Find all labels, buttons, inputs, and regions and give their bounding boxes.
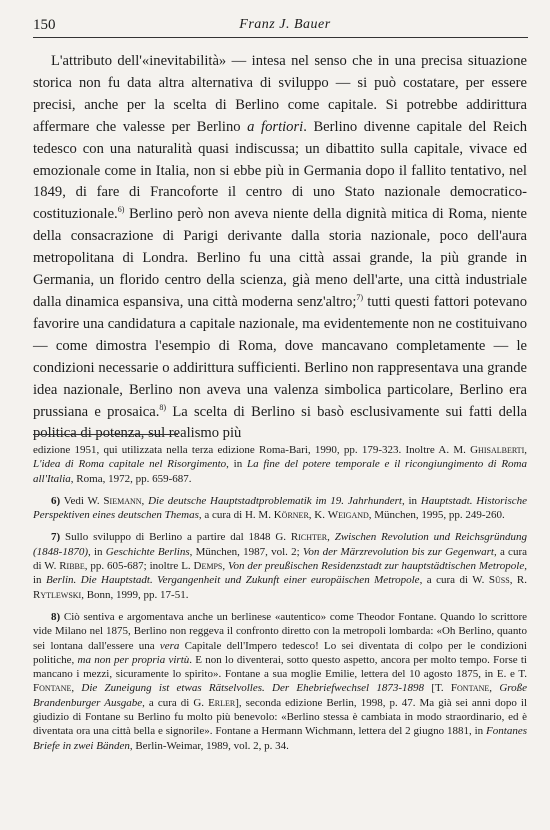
footnote-text: , in	[88, 545, 106, 558]
footnote-text: Capitale dell'Impero tedesco! Lo sei diventata di colpo per le condizioni politiche,	[33, 639, 527, 666]
author-name: Siemann	[103, 494, 142, 507]
footnote-mark: 6)	[51, 494, 61, 507]
page-number: 150	[33, 17, 56, 33]
footnote-text: ,	[327, 531, 335, 544]
quote-italic: ma non per propria virtù	[77, 653, 190, 666]
footnote-text: ,	[222, 560, 228, 573]
title-italic: La fine del potere temporale e il ricongiungimento di Roma all'Italia	[33, 458, 527, 485]
title-italic: Die Zuneigung ist etwas Rätselvolles. Der Ehebriefwechsel 1873-1898	[81, 682, 425, 695]
footnote-text: . E non lo diventerai, sotto questo aspetto, ancora per molto tempo. Forse ti mancano i mezzi, sicuramente lo spirito». Fontane a sua moglie Emilie, lettera del 10 agosto 1875, in E. e T.	[33, 653, 527, 681]
editor-name: Ribbe	[59, 560, 85, 573]
footnote-8	[33, 610, 527, 753]
title-italic: L'idea di Roma capitale nel Risorgimento	[33, 458, 227, 471]
editor-name: Körner	[273, 509, 309, 522]
author-name: Ghisalberti	[470, 444, 525, 456]
author-name: Richter	[290, 531, 328, 544]
footnote-text: Vedi W.	[60, 494, 104, 507]
header-rule	[33, 37, 528, 38]
footnote-text: , R.	[509, 574, 527, 587]
quote-italic: vera	[159, 639, 180, 652]
title-italic: Berlin. Die Hauptstadt. Vergangenheit und Zukunft einer europäischen Metropole	[46, 574, 420, 587]
body-text: Berlino però non aveva niente della dignità mitica di Roma, niente della consacrazione di Parigi derivante dalla storia nazionale, poco dell'aura metropolitana di Londra. Berlino fu una città assai grande, la più grande in Germania, un florido centro della scienza, già meno dell'arte, una città industriale dalla dinamica espansiva, una città moderna senz'altro;	[33, 206, 527, 310]
footnote-text: ,	[71, 682, 82, 695]
title-italic: Fontanes Briefe in zwei Bänden	[33, 725, 527, 752]
author-name: Demps	[193, 560, 223, 573]
footnote-ref-8[interactable]: 8)	[159, 402, 167, 412]
title-italic: Von der preußischen Residenzstadt zur hauptstädtischen Metropole	[228, 560, 525, 573]
title-italic: Hauptstadt. Historische Perspektiven eines deutschen Themas	[33, 494, 528, 522]
title-italic: Geschichte Berlins	[105, 545, 190, 558]
footnote-text: , München, 1987, vol. 2;	[189, 545, 303, 558]
body-text: L'attributo dell'«inevitabilità» — intesa nel senso che in una precisa situazione storica non fu data altra alternativa di sviluppo — si può costatare, per essere precisi, anche per la scelta di Berlino come capitale. Si potrebbe addirittura affermare che valesse per Berlino	[33, 53, 527, 135]
footnote-ref-6[interactable]: 6)	[117, 205, 125, 215]
footnote-text: [T.	[424, 682, 451, 695]
footnote-text: , in	[226, 458, 247, 471]
editor-name: Erler	[208, 696, 236, 709]
footnote-continuation	[33, 443, 527, 486]
footnote-text: ,	[141, 494, 149, 507]
footnote-text: , in	[401, 494, 421, 507]
footnote-text: ,	[524, 444, 527, 456]
footnote-text: , a cura di G.	[142, 696, 209, 709]
footnote-7	[33, 530, 527, 601]
title-italic: Zwischen Revolution und Reichsgründung (1848-1870)	[33, 531, 528, 558]
footnote-mark: 8)	[51, 610, 61, 623]
body-text: tutti questi fattori potevano favorire una candidatura a capitale nazionale, ma evidentemente non ne costituivano — come dimostra l'esempio di Roma, dove mancavano completamente — le condizioni necessarie o addirittura sufficienti. Berlino non rappresentava una grande idea nazionale, Berlino non aveva una valenza simbolica particolare, Berlino era prussiana e prosaica.	[33, 293, 528, 420]
body-paragraph	[33, 51, 527, 445]
author-name: Fontane	[450, 682, 490, 695]
footnote-text: , a cura di W.	[419, 574, 489, 587]
footnote-text: , Bonn, 1999, pp. 17-51.	[81, 588, 189, 601]
author-name: Fontane	[33, 682, 72, 695]
footnote-6	[33, 494, 527, 523]
footnote-text: ], seconda edizione Berlin, 1998, p. 47. Ma già sei anni dopo il giudizio di Fontane su Berlino fu molto più benevolo: «Berlino stessa è cambiata in modo straordinario, ed è diventata ora una città bella e signorile». Fontane a Hermann Wichmann, lettera del 2 giugno 1881, in	[33, 696, 528, 738]
footnote-mark: 7)	[51, 531, 61, 544]
body-italic: a fortiori	[247, 118, 304, 135]
footnotes	[33, 443, 527, 761]
body-text: La scelta di Berlino si basò esclusivamente sui fatti della politica di potenza, sul realismo più	[33, 403, 527, 442]
running-head: Franz J. Bauer	[239, 17, 331, 32]
footnote-text: , pp. 605-687; inoltre L.	[84, 560, 194, 573]
footnote-text: Ciò sentiva e argomentava anche un berlinese «autentico» come Theodor Fontane. Quando lo scrittore vide Milano nel 1875, Berlino non reggeva il confronto diretto con la metropoli lombarda: «Oh Berlino, quanto sei lontana dall'essere una	[33, 610, 527, 652]
footnote-text: , in	[33, 560, 527, 587]
editor-name: Süss	[488, 574, 510, 587]
footnote-text: , München, 1995, pp. 249-260.	[368, 509, 505, 522]
footnote-text: edizione 1951, qui utilizzata nella terza edizione Roma-Bari, 1990, pp. 179-323. Inoltre A. M.	[33, 444, 471, 456]
editor-name: Weigand	[327, 509, 369, 522]
footnote-ref-7[interactable]: 7)	[356, 293, 364, 303]
body-text: . Berlino divenne capitale del Reich tedesco con una naturalità quasi indiscussa; un dibattito sulla capitale, vivace ed emozionale come in Italia, non si ebbe più in Germania dopo il fallito tentativo, nel 1849, di fare di Francoforte il centro di uno Stato nazionale democratico-costituzionale.	[33, 118, 527, 223]
footnote-separator	[33, 434, 178, 435]
title-italic: Von der Märzrevolution bis zur Gegenwart	[302, 545, 494, 558]
title-italic: Große Brandenburger Ausgabe	[33, 682, 528, 709]
footnote-text: , K.	[308, 509, 328, 522]
footnote-text: , a cura di H. M.	[198, 509, 274, 522]
footnote-text: ,	[489, 682, 500, 695]
footnote-text: , Roma, 1972, pp. 659-687.	[70, 472, 192, 485]
title-italic: Die deutsche Hauptstadtproblematik im 19. Jahrhundert	[148, 494, 402, 507]
footnote-text: , a cura di W.	[33, 545, 527, 573]
footnote-text: , Berlin-Weimar, 1989, vol. 2, p. 34.	[129, 739, 289, 752]
editor-name: Rytlewski	[33, 588, 82, 601]
footnote-text: Sullo sviluppo di Berlino a partire dal 1848 G.	[60, 531, 291, 544]
